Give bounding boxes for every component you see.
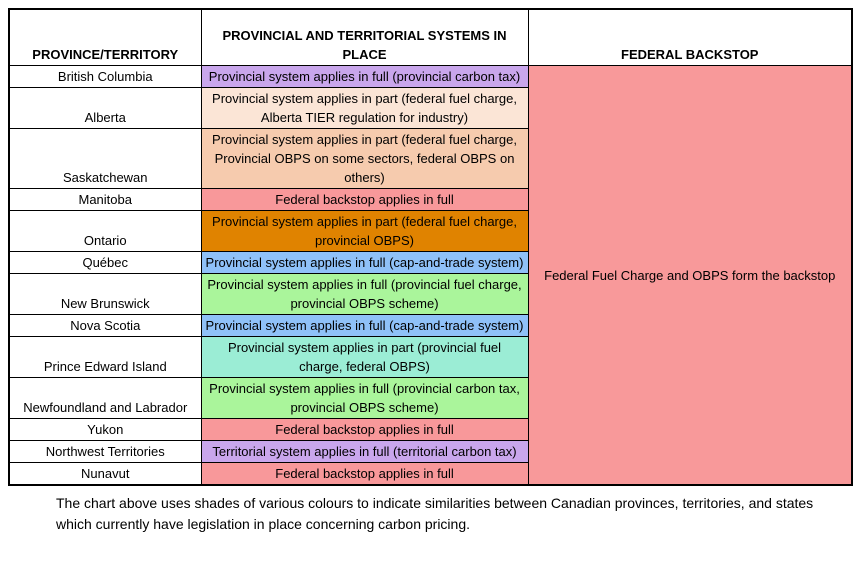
- province-cell: Nunavut: [9, 463, 201, 486]
- system-cell: Provincial system applies in full (provincial carbon tax, provincial OBPS scheme): [201, 378, 528, 419]
- system-cell: Provincial system applies in full (provincial fuel charge, provincial OBPS scheme): [201, 274, 528, 315]
- province-cell: Prince Edward Island: [9, 337, 201, 378]
- col-header-province-territory: PROVINCE/TERRITORY: [9, 9, 201, 66]
- system-cell: Provincial system applies in part (federal fuel charge, provincial OBPS): [201, 211, 528, 252]
- system-cell: Provincial system applies in full (cap-and-trade system): [201, 315, 528, 337]
- footer-note: The chart above uses shades of various colours to indicate similarities between Canadian provinces, territories, and states which currently have legislation in place concerning carbon pricing.: [56, 495, 814, 532]
- province-cell: Nova Scotia: [9, 315, 201, 337]
- province-cell: British Columbia: [9, 66, 201, 88]
- province-cell: Québec: [9, 252, 201, 274]
- carbon-pricing-table: [8, 8, 853, 486]
- province-cell: Northwest Territories: [9, 441, 201, 463]
- col-header-federal-backstop: FEDERAL BACKSTOP: [528, 9, 852, 66]
- federal-backstop-cell: Federal Fuel Charge and OBPS form the backstop: [528, 66, 852, 486]
- province-cell: Saskatchewan: [9, 129, 201, 189]
- system-cell: Federal backstop applies in full: [201, 463, 528, 486]
- system-cell: Federal backstop applies in full: [201, 419, 528, 441]
- system-cell: Territorial system applies in full (territorial carbon tax): [201, 441, 528, 463]
- province-cell: Manitoba: [9, 189, 201, 211]
- system-cell: Provincial system applies in full (provincial carbon tax): [201, 66, 528, 88]
- province-cell: Alberta: [9, 88, 201, 129]
- system-cell: Provincial system applies in part (provincial fuel charge, federal OBPS): [201, 337, 528, 378]
- col-header-systems-in-place: PROVINCIAL AND TERRITORIAL SYSTEMS IN PLACE: [201, 9, 528, 66]
- system-cell: Provincial system applies in full (cap-and-trade system): [201, 252, 528, 274]
- system-cell: Provincial system applies in part (federal fuel charge, Provincial OBPS on some sectors, federal OBPS on others): [201, 129, 528, 189]
- province-cell: Yukon: [9, 419, 201, 441]
- system-cell: Federal backstop applies in full: [201, 189, 528, 211]
- table-row: [9, 66, 852, 88]
- province-cell: New Brunswick: [9, 274, 201, 315]
- province-cell: Ontario: [9, 211, 201, 252]
- province-cell: Newfoundland and Labrador: [9, 378, 201, 419]
- system-cell: Provincial system applies in part (federal fuel charge, Alberta TIER regulation for industry): [201, 88, 528, 129]
- header-row: [9, 9, 852, 66]
